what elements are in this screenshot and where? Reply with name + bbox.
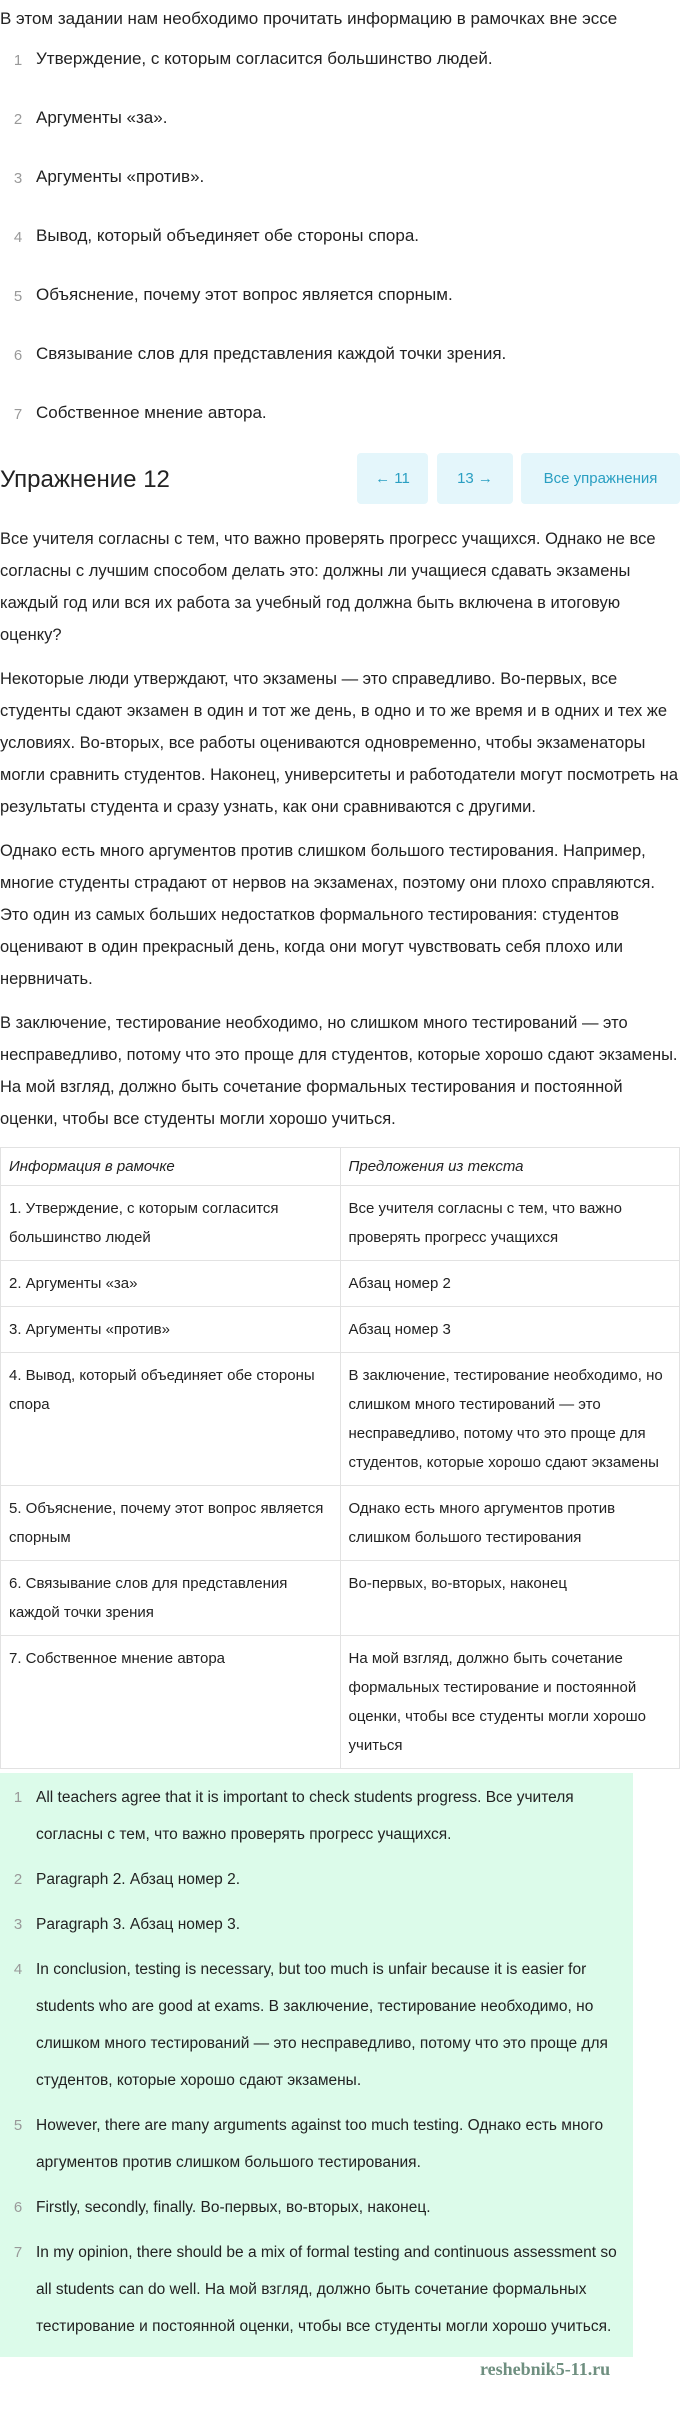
answer-item: 7 In my opinion, there should be a mix of formal testing and continuous assessment so all students can do well. На мой взгляд, должно быть сочетание формальных тестирование и постоянной оценки, чтобы все студенты могли хорошо учиться.: [13, 2244, 617, 2335]
prev-exercise-button[interactable]: ← 11: [357, 453, 428, 504]
answer-item: 3 Paragraph 3. Абзац номер 3.: [13, 1916, 241, 1933]
watermark: reshebnik5-11.ru: [480, 2359, 611, 2379]
list-item: 7 Собственное мнение автора.: [13, 403, 267, 423]
intro-text: В этом задании нам необходимо прочитать информацию в рамочках вне эссе: [0, 9, 618, 28]
table-row: 6. Связывание слов для представления каждой точки зрения Во-первых, во-вторых, наконец: [1, 1561, 680, 1636]
exercise-header: [0, 453, 680, 505]
list-item: 6 Связывание слов для представления каждой точки зрения.: [13, 344, 507, 364]
page-title: Упражнение 12: [0, 466, 170, 493]
paragraph: Все учителя согласны с тем, что важно проверять прогресс учащихся. Однако не все согласны с лучшим способом делать это: должны ли учащиеся сдавать экзамены каждый год или вся их работа за учебный год должна быть включена в итоговую оценку?: [0, 530, 656, 644]
list-item: 1 Утверждение, с которым согласится большинство людей.: [13, 49, 493, 69]
answer-item: 6 Firstly, secondly, finally. Во-первых, во-вторых, наконец.: [13, 2199, 431, 2216]
essay-text: [0, 523, 680, 1135]
answer-table: [0, 1147, 680, 1769]
paragraph: В заключение, тестирование необходимо, но слишком много тестирований — это несправедливо, потому что это проще для студентов, которые хорошо сдают экзамены. На мой взгляд, должно быть сочетание формальных тестирования и постоянной оценки, чтобы все студенты могли хорошо учиться.: [0, 1014, 678, 1128]
table-row: 4. Вывод, который объединяет обе стороны спора В заключение, тестирование необходимо, но слишком много тестирований — это несправедливо, потому что это проще для студентов, которые хорошо сдают экзамены: [1, 1353, 680, 1486]
answer-item: 5 However, there are many arguments against too much testing. Однако есть много аргументов против слишком большого тестирования.: [13, 2117, 604, 2171]
table-row: 1. Утверждение, с которым согласится большинство людей Все учителя согласны с тем, что важно проверять прогресс учащихся: [1, 1186, 680, 1261]
table-row: 3. Аргументы «против» Абзац номер 3: [1, 1307, 680, 1353]
paragraph: Однако есть много аргументов против слишком большого тестирования. Например, многие студенты страдают от нервов на экзаменах, поэтому они плохо справляются. Это один из самых больших недостатков формального тестирования: студентов оценивают в один прекрасный день, когда они могут чувствовать себя плохо или нервничать.: [0, 842, 655, 988]
info-list: [0, 48, 680, 461]
answer-item: 4 In conclusion, testing is necessary, but too much is unfair because it is easier for students who are good at exams. В заключение, тестирование необходимо, но слишком много тестирований — это несправедливо, потому что это проще для студентов, которые хорошо сдают экзамены.: [13, 1961, 608, 2089]
answers-box: [0, 1773, 633, 2357]
table-row: 5. Объяснение, почему этот вопрос является спорным Однако есть много аргументов против слишком большого тестирования: [1, 1486, 680, 1561]
list-item: 5 Объяснение, почему этот вопрос является спорным.: [13, 285, 453, 305]
list-item: 2 Аргументы «за».: [13, 108, 168, 128]
answer-item: 1 All teachers agree that it is important to check students progress. Все учителя согласны с тем, что важно проверять прогресс учащихся.: [13, 1789, 574, 1843]
answer-item: 2 Paragraph 2. Абзац номер 2.: [13, 1871, 241, 1888]
table-row: 7. Собственное мнение автора На мой взгляд, должно быть сочетание формальных тестирование и постоянной оценки, чтобы все студенты могли хорошо учиться: [1, 1636, 680, 1769]
all-exercises-button[interactable]: Все упражнения: [521, 453, 680, 504]
list-item: 4 Вывод, который объединяет обе стороны спора.: [13, 226, 419, 246]
table-header-row: Информация в рамочке Предложения из текста: [1, 1148, 680, 1186]
table-row: 2. Аргументы «за» Абзац номер 2: [1, 1261, 680, 1307]
next-exercise-button[interactable]: 13 →: [437, 453, 513, 504]
paragraph: Некоторые люди утверждают, что экзамены — это справедливо. Во-первых, все студенты сдают экзамен в один и тот же день, в одно и то же время и в одних и тех же условиях. Во-вторых, все работы оцениваются одновременно, чтобы экзаменаторы могли сравнить студентов. Наконец, университеты и работодатели могут посмотреть на результаты студента и сразу узнать, как они сравниваются с другими.: [0, 670, 679, 816]
list-item: 3 Аргументы «против».: [13, 167, 205, 187]
